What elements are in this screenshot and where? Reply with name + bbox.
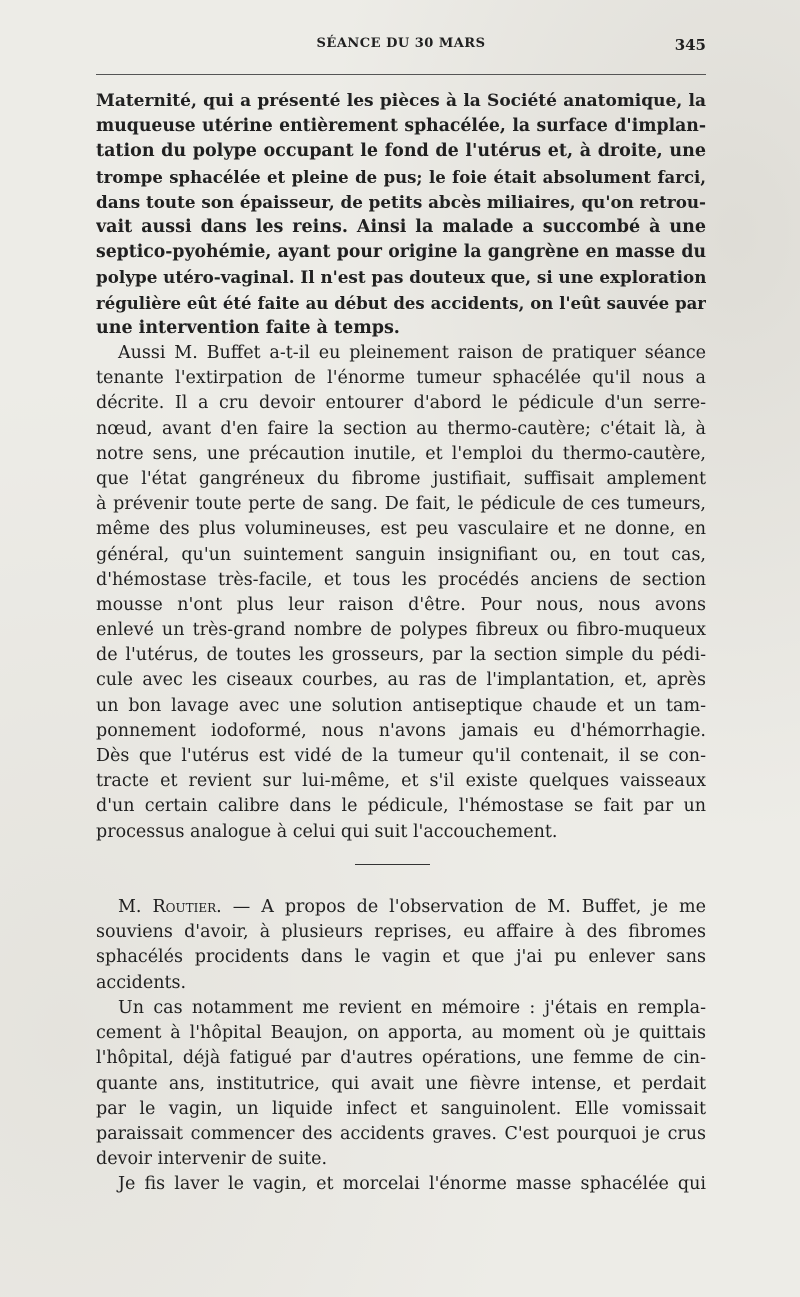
text-line: par le vagin, un liquide infect et sanguinolent. Elle vomissait	[96, 1098, 706, 1119]
text-line: septico-pyohémie, ayant pour origine la gangrène en masse du	[96, 242, 706, 263]
text-line: processus analogue à celui qui suit l'accouchement.	[96, 821, 558, 842]
running-title: SÉANCE DU 30 MARS	[316, 36, 486, 51]
text-line: d'hémostase très-facile, et tous les procédés anciens de section	[96, 569, 706, 590]
text-line: que l'état gangréneux du fibrome justifiait, suffisait amplement	[96, 468, 706, 489]
page-number: 345	[674, 36, 706, 54]
text-line: nœud, avant d'en faire la section au thermo-cautère; c'était là, à	[96, 418, 706, 439]
paragraph-2	[96, 341, 706, 845]
speaker-name: Routier.	[152, 897, 222, 917]
text-line: quante ans, institutrice, qui avait une fièvre intense, et perdait	[96, 1073, 706, 1094]
text-line: de l'utérus, de toutes les grosseurs, par la section simple du pédi-	[96, 645, 706, 666]
speaker-text: — A propos de l'observation de M. Buffet, je me	[232, 897, 706, 917]
text-line: tracte et revient sur lui-même, et s'il existe quelques vaisseaux	[96, 771, 706, 792]
paragraph-1	[96, 89, 706, 341]
text-line: une intervention faite à temps.	[96, 317, 400, 338]
text-line: muqueuse utérine entièrement sphacélée, la surface d'implan-	[96, 116, 706, 137]
text-line: général, qu'un suintement sanguin insignifiant ou, en tout cas,	[96, 544, 706, 565]
text-line: un bon lavage avec une solution antiseptique chaude et un tam-	[96, 695, 706, 716]
text-line: paraissait commencer des accidents graves. C'est pourquoi je crus	[96, 1123, 706, 1144]
text-line: à prévenir toute perte de sang. De fait, le pédicule de ces tumeurs,	[96, 494, 706, 515]
text-line: dans toute son épaisseur, de petits abcès miliaires, qu'on retrou-	[96, 191, 706, 212]
text-line: Maternité, qui a présenté les pièces à la Société anatomique, la	[96, 91, 706, 111]
text-line: Je fis laver le vagin, et morcelai l'énorme masse sphacélée qui	[118, 1174, 706, 1194]
text-line: enlevé un très-grand nombre de polypes fibreux ou fibro-muqueux	[96, 620, 706, 641]
text-line: souviens d'avoir, à plusieurs reprises, eu affaire à des fibromes	[96, 922, 706, 943]
running-head	[96, 36, 706, 58]
paragraph-3	[96, 895, 706, 996]
text-line: Dès que l'utérus est vidé de la tumeur qu'il contenait, il se con-	[96, 746, 706, 766]
section-divider	[355, 864, 430, 865]
text-line: tenante l'extirpation de l'énorme tumeur sphacélée qu'il nous a	[96, 368, 706, 389]
text-line: vait aussi dans les reins. Ainsi la malade a succombé à une	[96, 216, 706, 237]
paragraph-5	[96, 1172, 706, 1197]
text-line: même des plus volumineuses, est peu vasculaire et ne donne, en	[96, 519, 706, 540]
text-line: cement à l'hôpital Beaujon, on apporta, au moment où je quittais	[96, 1023, 706, 1044]
text-line: ponnement iodoformé, nous n'avons jamais eu d'hémorrhagie.	[96, 720, 706, 741]
speaker-line	[96, 895, 706, 920]
text-line: mousse n'ont plus leur raison d'être. Pour nous, nous avons	[96, 594, 706, 615]
paragraph-4	[96, 996, 706, 1172]
text-line: notre sens, une précaution inutile, et l'emploi du thermo-cautère,	[96, 443, 706, 464]
text-line: l'hôpital, déjà fatigué par d'autres opérations, une femme de cin-	[96, 1048, 706, 1069]
text-line: régulière eût été faite au début des accidents, on l'eût sauvée par	[96, 293, 706, 313]
text-line: sphacélés procidents dans le vagin et que j'ai pu enlever sans	[96, 947, 706, 968]
text-line: d'un certain calibre dans le pédicule, l'hémostase se fait par un	[96, 796, 706, 817]
text-line: trompe sphacélée et pleine de pus; le foie était absolument farci,	[96, 167, 706, 187]
text-line: devoir intervenir de suite.	[96, 1149, 328, 1170]
text-line: tation du polype occupant le fond de l'utérus et, à droite, une	[96, 141, 706, 162]
text-line: cule avec les ciseaux courbes, au ras de l'implantation, et, après	[96, 670, 706, 691]
speaker-prefix: M.	[118, 897, 142, 917]
text-line: Aussi M. Buffet a-t-il eu pleinement raison de pratiquer séance	[118, 343, 706, 363]
text-line: polype utéro-vaginal. Il n'est pas douteux que, si une exploration	[96, 267, 706, 288]
header-rule	[96, 74, 706, 75]
text-line: Un cas notamment me revient en mémoire : j'étais en rempla-	[118, 998, 706, 1018]
text-line: décrite. Il a cru devoir entourer d'abord le pédicule d'un serre-	[96, 393, 706, 414]
text-line: accidents.	[96, 972, 187, 993]
